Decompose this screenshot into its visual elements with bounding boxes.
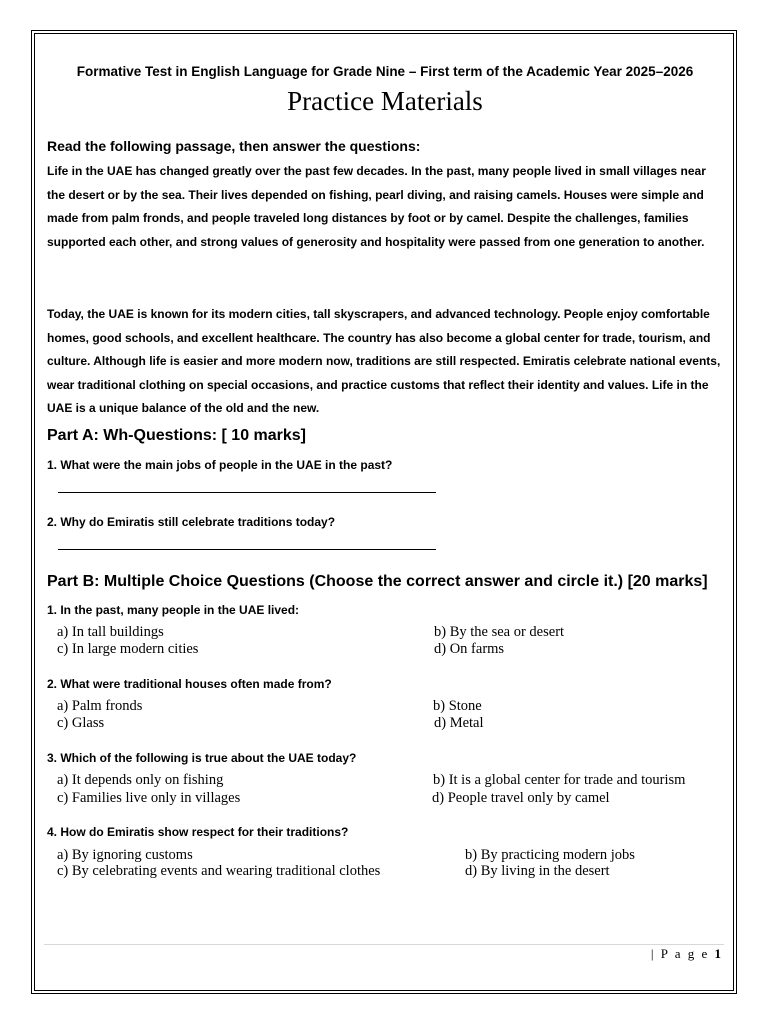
passage-paragraph-1: Life in the UAE has changed greatly over the past few decades. In the past, many people lived in small villages near the desert or by the sea. Their lives depended on fishing, pearl diving, and raising camels. Houses were simple and made from palm fronds, and people traveled long distances by foot or by camel. Despite the challenges, families supported each other, and strong values of generosity and hospitality were passed from one generation to another. [47, 164, 706, 249]
part-a-question-1: 1. What were the main jobs of people in the UAE in the past? [47, 458, 393, 472]
q4-option-b[interactable]: b) By practicing modern jobs [465, 847, 635, 863]
q3-option-a[interactable]: a) It depends only on fishing [57, 772, 224, 788]
q3-option-c[interactable]: c) Families live only in villages [57, 790, 241, 806]
reading-instruction: Read the following passage, then answer the questions: [47, 138, 421, 154]
part-b-question-3: 3. Which of the following is true about the UAE today? [47, 751, 357, 765]
part-a-answer-line-1[interactable] [58, 492, 436, 493]
part-a-answer-line-2[interactable] [58, 549, 436, 550]
q1-option-c[interactable]: c) In large modern cities [57, 641, 199, 657]
q3-option-d[interactable]: d) People travel only by camel [432, 790, 610, 806]
page-title: Practice Materials [287, 86, 483, 116]
footer-divider [44, 944, 724, 945]
part-a-heading: Part A: Wh-Questions: [ 10 marks] [47, 427, 307, 444]
q2-option-a[interactable]: a) Palm fronds [57, 698, 143, 714]
part-b-question-4: 4. How do Emiratis show respect for their traditions? [47, 825, 349, 839]
page-number: 1 [714, 946, 721, 961]
q1-option-b[interactable]: b) By the sea or desert [434, 624, 565, 640]
q2-option-d[interactable]: d) Metal [434, 715, 484, 731]
q1-option-a[interactable]: a) In tall buildings [57, 624, 164, 640]
test-subtitle: Formative Test in English Language for Grade Nine – First term of the Academic Year 2025–2026 [76, 64, 694, 79]
page-number-footer [651, 946, 721, 962]
q4-option-c[interactable]: c) By celebrating events and wearing traditional clothes [57, 863, 381, 879]
q3-option-b[interactable]: b) It is a global center for trade and tourism [433, 772, 686, 788]
part-a-question-2: 2. Why do Emiratis still celebrate traditions today? [47, 515, 336, 529]
q1-option-d[interactable]: d) On farms [434, 641, 505, 657]
q4-option-d[interactable]: d) By living in the desert [465, 863, 610, 879]
part-b-question-2: 2. What were traditional houses often made from? [47, 677, 332, 691]
part-b-question-1: 1. In the past, many people in the UAE lived: [47, 603, 300, 617]
q4-option-a[interactable]: a) By ignoring customs [57, 847, 193, 863]
part-b-heading: Part B: Multiple Choice Questions (Choose the correct answer and circle it.) [20 marks] [47, 573, 708, 590]
page-label: | P a g e [650, 946, 710, 961]
passage-paragraph-2: Today, the UAE is known for its modern cities, tall skyscrapers, and advanced technology. People enjoy comfortable homes, good schools, and excellent healthcare. The country has also become a global center for trade, tourism, and culture. Although life is easier and more modern now, traditions are still respected. Emiratis celebrate national events, wear traditional clothing on special occasions, and practice customs that reflect their identity and values. Life in the UAE is a unique balance of the old and the new. [47, 307, 721, 416]
q2-option-c[interactable]: c) Glass [57, 715, 105, 731]
q2-option-b[interactable]: b) Stone [433, 698, 482, 714]
